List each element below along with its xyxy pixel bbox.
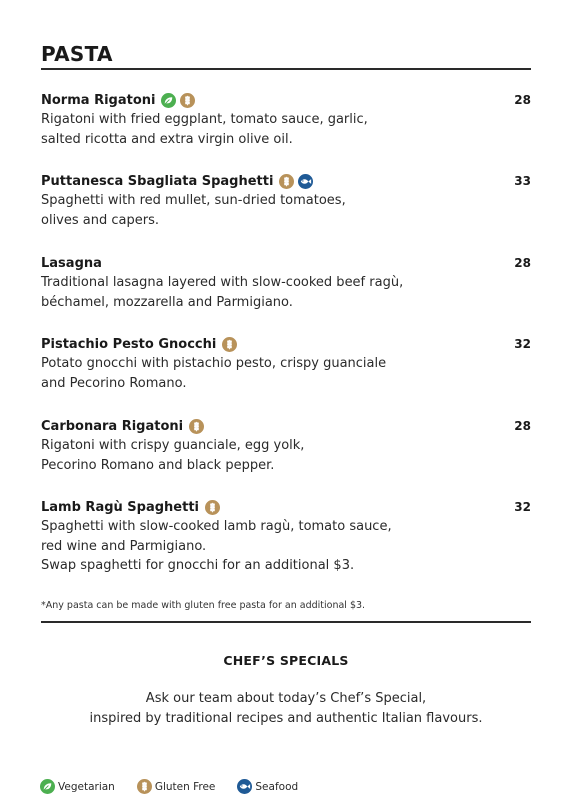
section-divider-top — [41, 68, 531, 70]
menu-item-description — [41, 517, 441, 576]
section-title: PASTA — [41, 42, 113, 66]
specials-description — [31, 689, 541, 728]
menu-item — [41, 335, 531, 393]
dietary-legend — [40, 779, 320, 794]
diet-icons — [161, 93, 195, 108]
description-line: Spaghetti with slow-cooked lamb ragù, tomato sauce, — [41, 519, 392, 534]
description-line: Potato gnocchi with pistachio pesto, crispy guanciale — [41, 356, 387, 371]
legend-item-seafood — [237, 779, 298, 794]
description-line: Swap spaghetti for gnocchi for an additional $3. — [41, 558, 355, 573]
diet-icons — [189, 419, 204, 434]
menu-item-name: Carbonara Rigatoni — [41, 418, 184, 434]
specials-title: CHEF’S SPECIALS — [223, 653, 349, 668]
menu-item-name: Norma Rigatoni — [41, 92, 156, 108]
menu-item-name: Lasagna — [41, 255, 102, 271]
description-line: Spaghetti with red mullet, sun-dried tomatoes, — [41, 193, 346, 208]
legend-label: Vegetarian — [58, 780, 115, 793]
diet-icons — [205, 500, 220, 515]
menu-item-price: 28 — [514, 256, 531, 270]
gluten-free-icon — [222, 337, 237, 352]
gluten-free-icon — [180, 93, 195, 108]
legend-item-vegetarian — [40, 779, 115, 794]
menu-item-price: 33 — [514, 174, 531, 188]
menu-item-description — [41, 273, 441, 312]
diet-icons — [222, 337, 237, 352]
menu-item-description — [41, 110, 441, 149]
description-line: béchamel, mozzarella and Parmigiano. — [41, 294, 293, 310]
description-line: salted ricotta and extra virgin olive oil. — [41, 131, 293, 147]
vegetarian-icon — [40, 779, 55, 794]
menu-item-description — [41, 436, 441, 475]
legend-label: Seafood — [255, 780, 299, 793]
menu-item — [41, 254, 531, 312]
gluten-free-footnote: *Any pasta can be made with gluten free pasta for an additional $3. — [41, 600, 366, 611]
menu-item-title — [41, 91, 531, 109]
gluten-free-icon — [279, 174, 294, 189]
menu-item-title — [41, 172, 531, 190]
menu-item-name: Pistachio Pesto Gnocchi — [41, 336, 217, 352]
seafood-icon — [237, 779, 252, 794]
legend-label: Gluten Free — [154, 780, 216, 793]
menu-item-price: 28 — [514, 93, 531, 107]
menu-item — [41, 417, 531, 475]
seafood-icon — [298, 174, 313, 189]
menu-item-title — [41, 417, 531, 435]
gluten-free-icon — [137, 779, 152, 794]
section-divider-bottom — [41, 621, 531, 623]
menu-item-title — [41, 254, 531, 272]
menu-item-title — [41, 335, 531, 353]
specials-line: Ask our team about today’s Chef’s Special, — [145, 691, 427, 706]
gluten-free-icon — [189, 419, 204, 434]
description-line: Rigatoni with crispy guanciale, egg yolk, — [41, 438, 305, 453]
menu-item — [41, 91, 531, 149]
menu-item — [41, 498, 531, 576]
menu-item-description — [41, 191, 441, 230]
menu-item-price: 32 — [514, 500, 531, 514]
description-line: Rigatoni with fried eggplant, tomato sauce, garlic, — [41, 112, 368, 127]
vegetarian-icon — [161, 93, 176, 108]
gluten-free-icon — [205, 500, 220, 515]
menu-item-description — [41, 354, 441, 393]
diet-icons — [279, 174, 313, 189]
menu-item-name: Puttanesca Sbagliata Spaghetti — [41, 173, 274, 189]
menu-item-title — [41, 498, 531, 516]
description-line: Pecorino Romano and black pepper. — [41, 457, 275, 473]
description-line: red wine and Parmigiano. — [41, 538, 207, 554]
menu-item — [41, 172, 531, 230]
menu-item-name: Lamb Ragù Spaghetti — [41, 499, 200, 515]
specials-line: inspired by traditional recipes and authentic Italian flavours. — [89, 710, 483, 726]
description-line: and Pecorino Romano. — [41, 375, 187, 391]
menu-item-price: 32 — [514, 337, 531, 351]
legend-item-gluten-free — [137, 779, 216, 794]
description-line: olives and capers. — [41, 212, 159, 228]
menu-page — [41, 0, 531, 812]
description-line: Traditional lasagna layered with slow-cooked beef ragù, — [41, 275, 404, 290]
menu-item-price: 28 — [514, 419, 531, 433]
